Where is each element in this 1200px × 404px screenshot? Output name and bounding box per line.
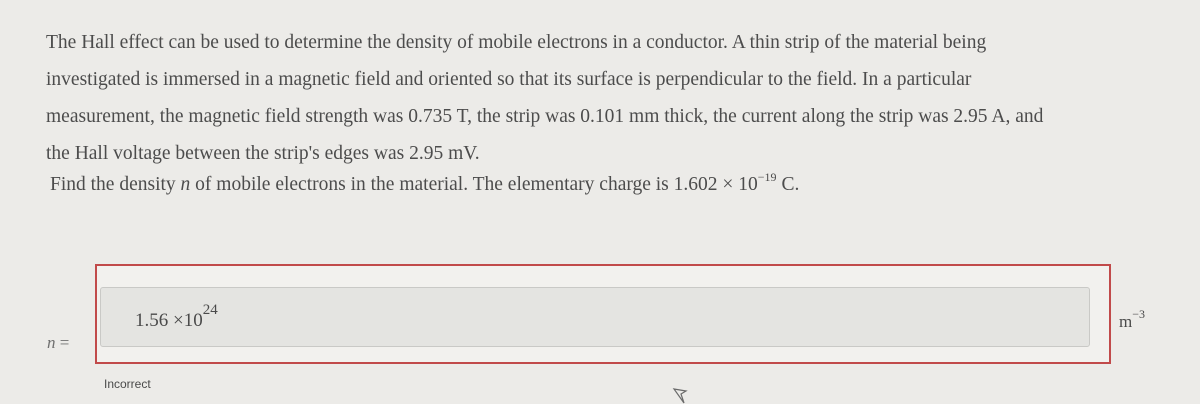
question-suffix: C. bbox=[776, 174, 800, 195]
question-middle: of mobile electrons in the material. The elementary charge is 1.602 × 10 bbox=[190, 174, 758, 195]
question-text bbox=[50, 170, 799, 196]
answer-exponent: 24 bbox=[202, 302, 218, 318]
problem-line: The Hall effect can be used to determine the density of mobile electrons in a conductor. A thin strip of the material being bbox=[46, 32, 987, 53]
unit-exponent: −3 bbox=[1132, 307, 1146, 321]
question-variable: n bbox=[180, 174, 191, 195]
answer-equals: = bbox=[55, 333, 70, 352]
answer-unit bbox=[1119, 307, 1146, 332]
mouse-cursor-icon bbox=[672, 388, 688, 404]
answer-value bbox=[135, 302, 218, 332]
problem-statement bbox=[46, 24, 1156, 172]
answer-variable: n bbox=[47, 333, 56, 352]
answer-variable-label bbox=[47, 333, 69, 353]
problem-line: investigated is immersed in a magnetic field and oriented so that its surface is perpendicular to the field. In a particular bbox=[46, 69, 972, 90]
question-prefix: Find the density bbox=[50, 174, 181, 195]
unit-base: m bbox=[1119, 312, 1133, 331]
problem-line: measurement, the magnetic field strength was 0.735 T, the strip was 0.101 mm thick, the current along the strip was 2.95 A, and bbox=[46, 106, 1044, 127]
answer-input[interactable] bbox=[100, 287, 1090, 347]
problem-line: the Hall voltage between the strip's edges was 2.95 mV. bbox=[46, 143, 480, 164]
status-incorrect: Incorrect bbox=[104, 377, 151, 391]
question-exponent: −19 bbox=[757, 170, 777, 184]
answer-mantissa: 1.56 ×10 bbox=[135, 310, 203, 331]
